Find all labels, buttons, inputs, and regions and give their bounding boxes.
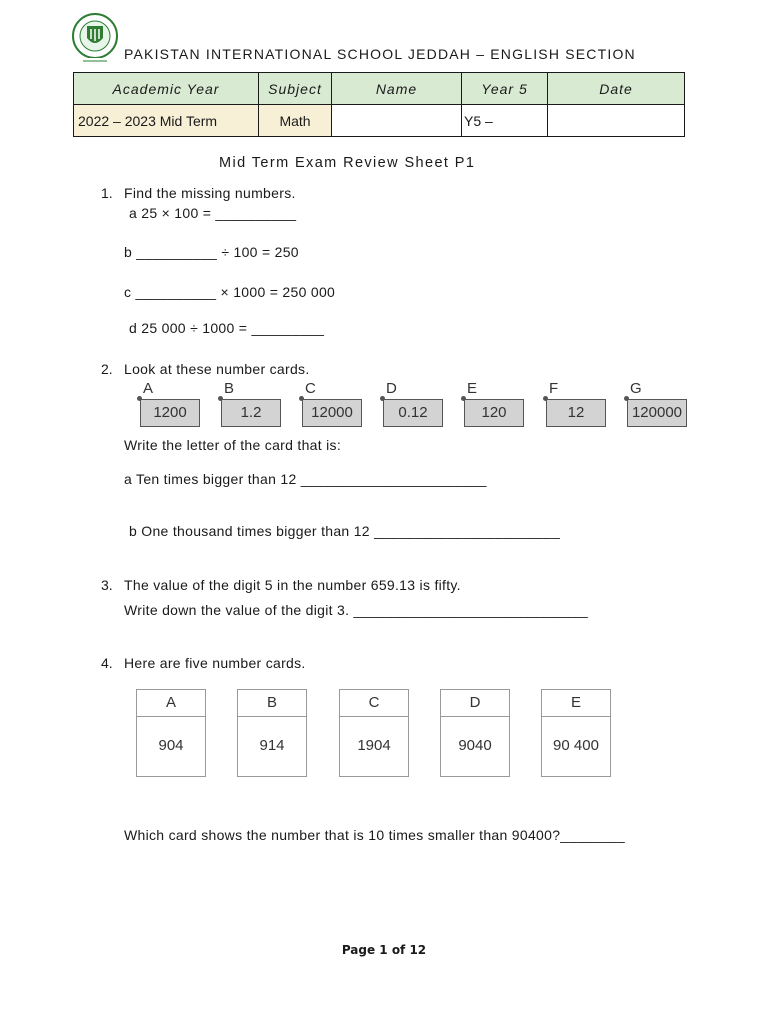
school-title: PAKISTAN INTERNATIONAL SCHOOL JEDDAH – ENGLISH SECTION: [124, 46, 636, 62]
q4-card: [136, 689, 206, 777]
q3-number: 3.: [101, 577, 113, 593]
q2-card: 1200: [140, 399, 200, 427]
q4-card-letter: E: [542, 690, 610, 717]
q2-card: 12000: [302, 399, 362, 427]
q1-part-c: c __________ × 1000 = 250 000: [124, 284, 336, 300]
q4-card: [440, 689, 510, 777]
q4-card-value: 1904: [357, 737, 391, 754]
q4-card-value: 9040: [458, 737, 492, 754]
school-logo: [70, 12, 120, 66]
info-table-value-row: [74, 105, 685, 137]
q4-card: [237, 689, 307, 777]
q4-question: Which card shows the number that is 10 times smaller than 90400?________: [124, 827, 625, 843]
q2-card: 12: [546, 399, 606, 427]
value-name-field[interactable]: [332, 105, 462, 137]
q3-line-1: The value of the digit 5 in the number 659.13 is fifty.: [124, 577, 461, 593]
q4-prompt: Here are five number cards.: [124, 655, 306, 671]
header-year: Year 5: [462, 73, 548, 105]
q2-card-letter: C: [305, 380, 316, 397]
q4-card-letter: C: [340, 690, 408, 717]
sheet-title: Mid Term Exam Review Sheet P1: [219, 155, 476, 171]
q1-prompt: Find the missing numbers.: [124, 185, 296, 201]
q2-card-letter: E: [467, 380, 478, 397]
q2-part-b: b One thousand times bigger than 12 _______________________: [129, 523, 561, 539]
q2-part-a: a Ten times bigger than 12 _______________________: [124, 471, 487, 487]
q4-card-letter: A: [137, 690, 205, 717]
q2-card: 0.12: [383, 399, 443, 427]
q2-card-letter: F: [549, 380, 559, 397]
q2-number: 2.: [101, 361, 113, 377]
value-date-field[interactable]: [548, 105, 685, 137]
q2-card: 120000: [627, 399, 687, 427]
value-academic-year: 2022 – 2023 Mid Term: [74, 105, 259, 137]
header-name: Name: [332, 73, 462, 105]
q1-part-d: d 25 000 ÷ 1000 = _________: [129, 320, 325, 336]
q4-card-value: 914: [259, 737, 285, 754]
q3-line-2: Write down the value of the digit 3. _____________________________: [124, 602, 589, 618]
info-table: [73, 72, 685, 137]
q2-card-letter: A: [143, 380, 154, 397]
q2-card-letter: G: [630, 380, 642, 397]
q4-card-value: 90 400: [553, 737, 599, 754]
header-date: Date: [548, 73, 685, 105]
q4-card-letter: D: [441, 690, 509, 717]
q2-prompt: Look at these number cards.: [124, 361, 310, 377]
q4-number: 4.: [101, 655, 113, 671]
q4-card-value: 904: [158, 737, 184, 754]
q2-card-letter: D: [386, 380, 397, 397]
q1-part-b: b __________ ÷ 100 = 250: [124, 244, 299, 260]
q2-card: 120: [464, 399, 524, 427]
q2-instruction: Write the letter of the card that is:: [124, 437, 342, 453]
header-subject: Subject: [259, 73, 332, 105]
q2-card: 1.2: [221, 399, 281, 427]
value-year: Y5 –: [462, 105, 548, 137]
q4-card: [541, 689, 611, 777]
value-subject: Math: [259, 105, 332, 137]
q4-card: [339, 689, 409, 777]
q1-number: 1.: [101, 185, 113, 201]
q2-card-letter: B: [224, 380, 235, 397]
page-number: Page 1 of 12: [341, 943, 427, 957]
info-table-header-row: [74, 73, 685, 105]
q1-part-a: a 25 × 100 = __________: [129, 205, 297, 221]
header-academic-year: Academic Year: [74, 73, 259, 105]
q4-card-letter: B: [238, 690, 306, 717]
